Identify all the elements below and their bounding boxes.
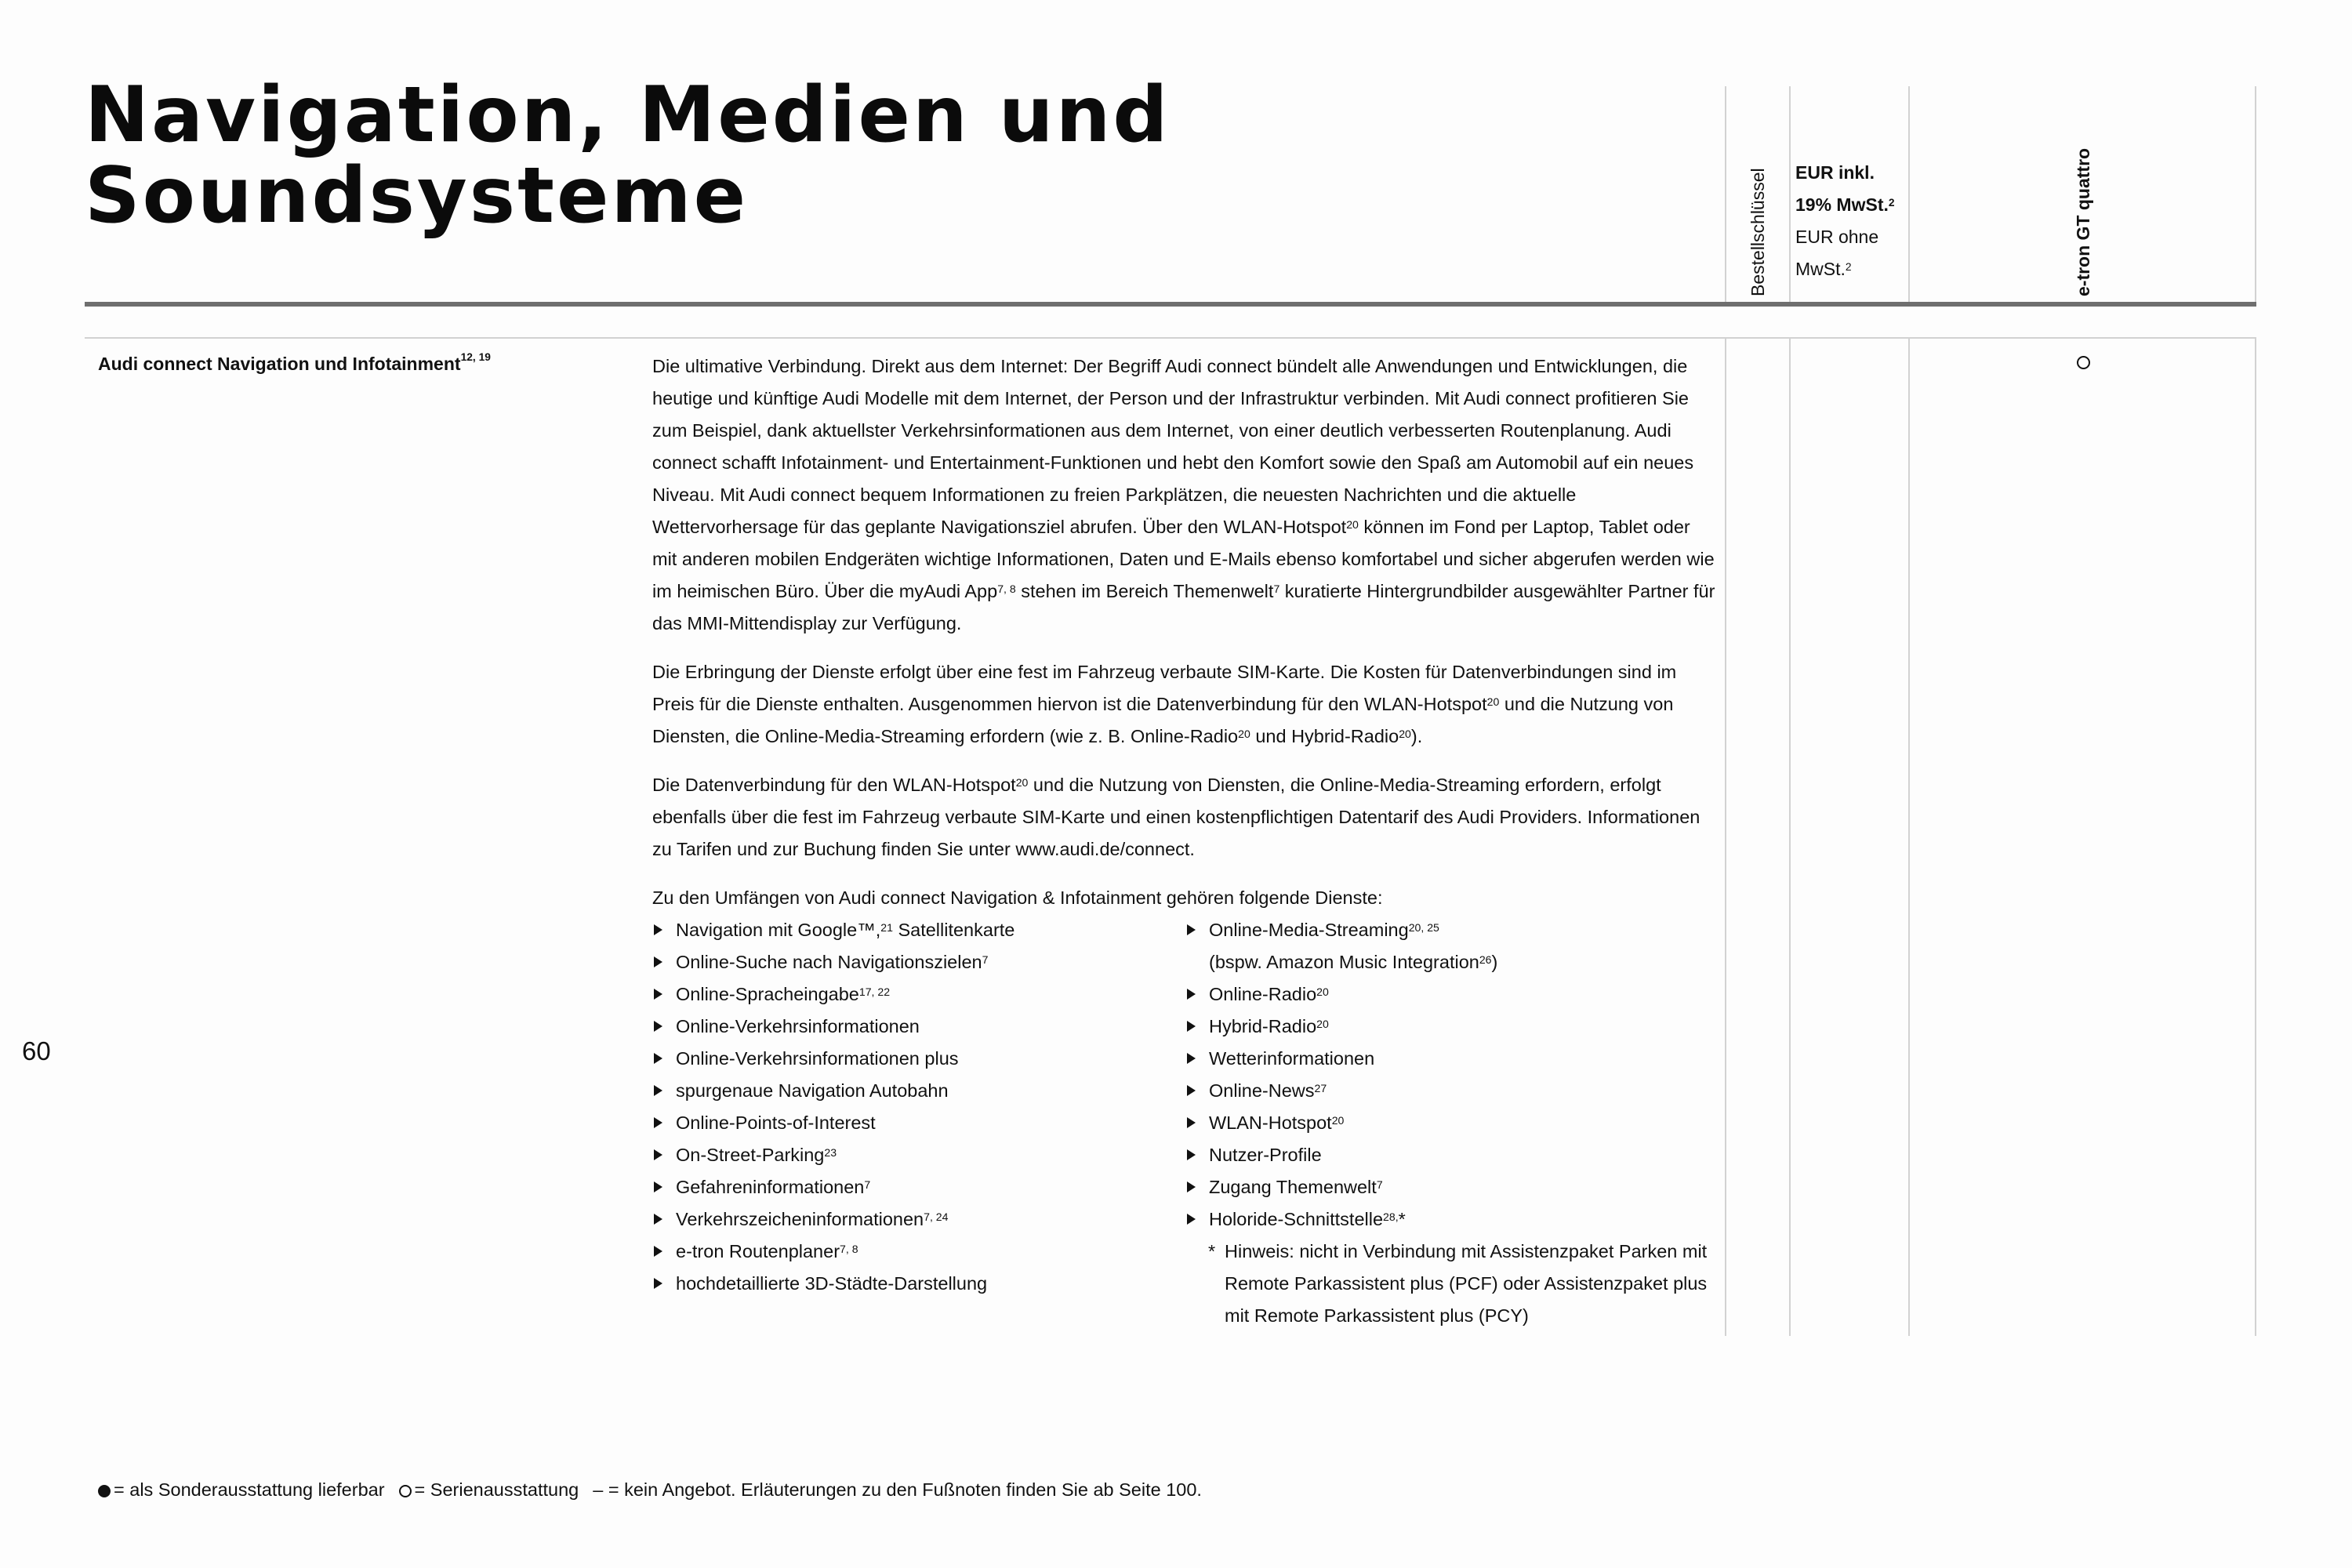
list-item: Hybrid-Radio$^{20}$ [1185, 1011, 1719, 1043]
page-title [85, 71, 1171, 241]
bullet-triangle-icon [654, 1117, 662, 1128]
list-item: Online-Points-of-Interest [652, 1107, 1185, 1139]
list-item: e-tron Routenplaner$^{7, 8}$ [652, 1236, 1185, 1268]
series-equipment-circle-icon [2077, 356, 2090, 369]
list-item: On-Street-Parking$^{23}$ [652, 1139, 1185, 1171]
services-list-left [652, 914, 1185, 1300]
column-divider [1725, 339, 1726, 1336]
bullet-triangle-icon [1187, 1117, 1196, 1128]
bullet-triangle-icon [654, 924, 662, 935]
list-item: spurgenaue Navigation Autobahn [652, 1075, 1185, 1107]
bullet-triangle-icon [654, 1246, 662, 1257]
page-title-line-2: Soundsysteme [85, 151, 749, 241]
price-incl-line-1: EUR inkl. [1795, 162, 1875, 183]
page-title-line-1: Navigation, Medien und [85, 71, 1171, 160]
description-paragraph-1: Die ultimative Verbindung. Direkt aus dem Internet: Der Begriff Audi connect bündelt alle Anwendungen und Entwicklungen, die heutige und künftige Audi Modelle mit dem Internet, der Person und der Infrastruktur verbinden. Mit Audi connect profitieren Sie zum Beispiel, dank aktuellster Verkehrsinformationen aus dem Internet, von einer deutlich verbesserten Routenplanung. Audi connect schafft Infotainment- und Entertainment-Funktionen und hebt den Komfort sowie den Spaß am Automobil auf ein neues Niveau. Mit Audi connect bequem Informationen zu freien Parkplätzen, die neuesten Nachrichten und die aktuelle Wettervorhersage für das geplante Navigationsziel abrufen. Über den WLAN-Hotspot$^{20}$ können im Fond per Laptop, Tablet oder mit anderen mobilen Endgeräten wichtige Informationen, Daten und E-Mails ebenso komfortabel und sicher abgerufen werden wie im heimischen Büro. Über die myAudi App$^{7, 8}$ stehen im Bereich Themenwelt$^7$ kuratierte Hintergrundbilder ausgewählter Partner für das MMI-Mittendisplay zur Verfügung. [652, 356, 1715, 633]
order-key-header: Bestellschlüssel [1748, 168, 1768, 296]
description-paragraph-3: Die Datenverbindung für den WLAN-Hotspot$^{20}$ und die Nutzung von Diensten, die Online-Media-Streaming erfordern, erfolgt ebenfalls über die fest im Fahrzeug verbaute SIM-Karte und einen kostenpflichtigen Datentarif des Audi Providers. Informationen zu Tarifen und zur Buchung finden Sie unter www.audi.de/connect. [652, 775, 1700, 859]
column-divider [1789, 86, 1791, 304]
bullet-triangle-icon [654, 1085, 662, 1096]
bullet-triangle-icon [654, 1021, 662, 1032]
model-header: e-tron GT quattro [2073, 147, 2093, 296]
bullet-triangle-icon [1187, 1149, 1196, 1160]
list-item: Zugang Themenwelt$^7$ [1185, 1171, 1719, 1203]
header-rule [85, 302, 2256, 307]
column-divider [1789, 339, 1791, 1336]
price-incl-line-2: 19% MwSt.$^2$ [1795, 194, 1895, 215]
column-divider [2255, 339, 2256, 1336]
bullet-triangle-icon [1187, 989, 1196, 1000]
price-excl-line-1: EUR ohne [1795, 227, 1879, 247]
list-item: WLAN-Hotspot$^{20}$ [1185, 1107, 1719, 1139]
price-excl-line-2: MwSt.$^2$ [1795, 259, 1852, 279]
hollow-circle-icon [399, 1485, 412, 1497]
legend-none: = kein Angebot. Erläuterungen zu den Fußnoten finden Sie ab Seite 100. [608, 1479, 1202, 1500]
services-list-right [1185, 914, 1719, 1236]
legend-series: = Serienausstattung [414, 1479, 579, 1500]
row-rule [85, 337, 2256, 339]
bullet-triangle-icon [654, 989, 662, 1000]
bullet-triangle-icon [654, 1214, 662, 1225]
list-item: Online-Verkehrsinformationen [652, 1011, 1185, 1043]
column-divider [1908, 86, 1910, 304]
filled-dot-icon [98, 1485, 111, 1497]
bullet-triangle-icon [654, 1149, 662, 1160]
bullet-triangle-icon [1187, 1053, 1196, 1064]
list-item: Navigation mit Google™,$^{21}$ Satellitenkarte [652, 914, 1185, 946]
bullet-triangle-icon [654, 1278, 662, 1289]
services-list [652, 914, 1719, 1332]
bullet-triangle-icon [1187, 1214, 1196, 1225]
list-item: Wetterinformationen [1185, 1043, 1719, 1075]
footnote-hint: * Hinweis: nicht in Verbindung mit Assistenzpaket Parken mit Remote Parkassistent plus (PCF) oder Assistenzpaket plus mit Remote Parkassistent plus (PCY) [1208, 1241, 1708, 1326]
list-item: Online-Radio$^{20}$ [1185, 978, 1719, 1011]
column-divider [1908, 339, 1910, 1336]
list-item: Nutzer-Profile [1185, 1139, 1719, 1171]
list-item: Online-Verkehrsinformationen plus [652, 1043, 1185, 1075]
feature-description [652, 350, 1719, 1332]
list-item: Online-Suche nach Navigationszielen$^7$ [652, 946, 1185, 978]
bullet-triangle-icon [654, 1053, 662, 1064]
list-item: Holoride-Schnittstelle$^{28,}$* [1185, 1203, 1719, 1236]
legend-optional: = als Sonderausstattung lieferbar [114, 1479, 385, 1500]
description-paragraph-2: Die Erbringung der Dienste erfolgt über eine fest im Fahrzeug verbaute SIM-Karte. Die Kosten für Datenverbindungen sind im Preis für die Dienste enthalten. Ausgenommen hiervon ist die Datenverbindung für den WLAN-Hotspot$^{20}$ und die Nutzung von Diensten, die Online-Media-Streaming erfordern (wie z. B. Online-Radio$^{20}$ und Hybrid-Radio$^{20}$). [652, 662, 1677, 746]
column-divider [1725, 86, 1726, 304]
bullet-triangle-icon [1187, 1021, 1196, 1032]
bullet-triangle-icon [1187, 1181, 1196, 1192]
list-item: Online-News$^{27}$ [1185, 1075, 1719, 1107]
page-number: 60 [22, 1036, 51, 1065]
column-divider [2255, 86, 2256, 304]
bullet-triangle-icon [654, 1181, 662, 1192]
bullet-triangle-icon [1187, 924, 1196, 935]
bullet-triangle-icon [654, 956, 662, 967]
bullet-triangle-icon [1187, 1085, 1196, 1096]
legend [98, 1478, 1202, 1501]
services-intro: Zu den Umfängen von Audi connect Navigation & Infotainment gehören folgende Dienste: [652, 887, 1383, 908]
list-item: Verkehrszeicheninformationen$^{7, 24}$ [652, 1203, 1185, 1236]
list-item: hochdetaillierte 3D-Städte-Darstellung [652, 1268, 1185, 1300]
legend-dash: – [593, 1479, 604, 1500]
list-item: Gefahreninformationen$^7$ [652, 1171, 1185, 1203]
list-item: Online-Media-Streaming$^{20, 25}$ (bspw. Amazon Music Integration$^{26}$) [1185, 914, 1719, 978]
list-item: Online-Spracheingabe$^{17, 22}$ [652, 978, 1185, 1011]
price-header [1795, 157, 1895, 285]
feature-name: Audi connect Navigation und Infotainment$^{12, 19}$ [98, 351, 491, 374]
